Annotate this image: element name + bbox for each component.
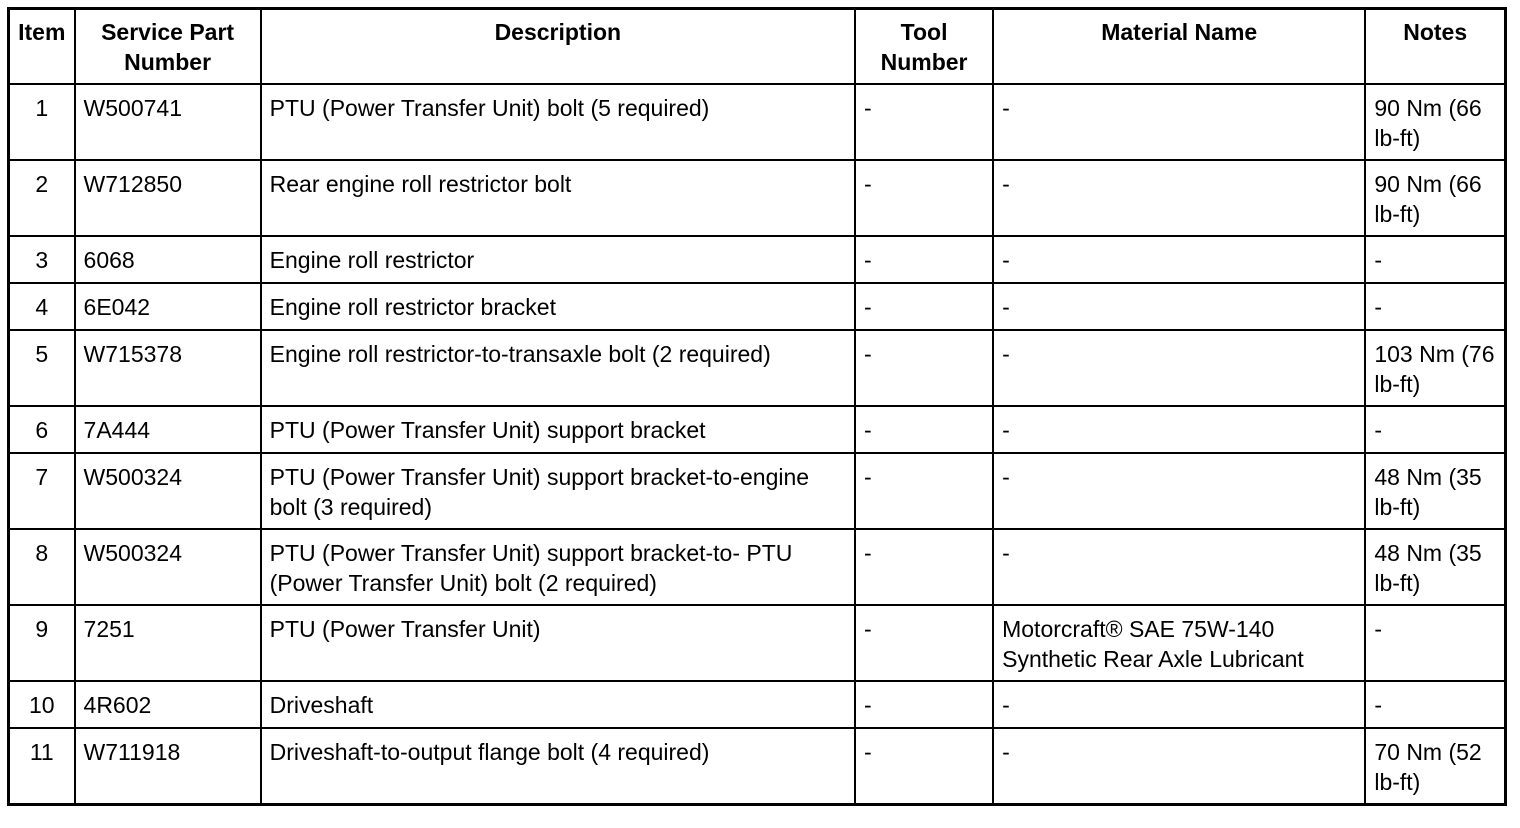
- table-row: [9, 681, 1506, 728]
- header-tool-number: Tool Number: [855, 9, 993, 85]
- cell-material-name: -: [993, 728, 1365, 805]
- cell-notes: -: [1365, 283, 1505, 330]
- cell-description: PTU (Power Transfer Unit) support bracket-to-engine bolt (3 required): [261, 453, 855, 529]
- cell-tool-number: -: [855, 160, 993, 236]
- header-material-name: Material Name: [993, 9, 1365, 85]
- cell-notes: 103 Nm (76 lb-ft): [1365, 330, 1505, 406]
- cell-part-number: 6E042: [75, 283, 261, 330]
- cell-description: PTU (Power Transfer Unit): [261, 605, 855, 681]
- cell-part-number: 4R602: [75, 681, 261, 728]
- cell-part-number: W715378: [75, 330, 261, 406]
- cell-notes: 90 Nm (66 lb-ft): [1365, 84, 1505, 160]
- cell-tool-number: -: [855, 330, 993, 406]
- cell-item: 9: [9, 605, 75, 681]
- cell-notes: -: [1365, 681, 1505, 728]
- cell-item: 4: [9, 283, 75, 330]
- cell-description: PTU (Power Transfer Unit) bolt (5 required): [261, 84, 855, 160]
- table-row: [9, 283, 1506, 330]
- cell-tool-number: -: [855, 605, 993, 681]
- cell-item: 6: [9, 406, 75, 453]
- cell-notes: 90 Nm (66 lb-ft): [1365, 160, 1505, 236]
- cell-material-name: -: [993, 160, 1365, 236]
- cell-item: 10: [9, 681, 75, 728]
- table-row: [9, 84, 1506, 160]
- cell-item: 3: [9, 236, 75, 283]
- cell-item: 7: [9, 453, 75, 529]
- cell-tool-number: -: [855, 283, 993, 330]
- cell-notes: 48 Nm (35 lb-ft): [1365, 453, 1505, 529]
- table-row: [9, 529, 1506, 605]
- table-row: [9, 236, 1506, 283]
- cell-part-number: 7251: [75, 605, 261, 681]
- cell-item: 11: [9, 728, 75, 805]
- cell-description: PTU (Power Transfer Unit) support bracket-to- PTU (Power Transfer Unit) bolt (2 required): [261, 529, 855, 605]
- table-row: [9, 330, 1506, 406]
- cell-material-name: -: [993, 330, 1365, 406]
- table-row: [9, 406, 1506, 453]
- header-description: Description: [261, 9, 855, 85]
- cell-notes: -: [1365, 236, 1505, 283]
- table-row: [9, 728, 1506, 805]
- cell-material-name: -: [993, 236, 1365, 283]
- cell-item: 2: [9, 160, 75, 236]
- cell-material-name: -: [993, 283, 1365, 330]
- cell-part-number: 7A444: [75, 406, 261, 453]
- cell-notes: -: [1365, 406, 1505, 453]
- cell-material-name: Motorcraft® SAE 75W-140 Synthetic Rear Axle Lubricant: [993, 605, 1365, 681]
- cell-item: 5: [9, 330, 75, 406]
- cell-tool-number: -: [855, 453, 993, 529]
- cell-notes: 48 Nm (35 lb-ft): [1365, 529, 1505, 605]
- cell-part-number: W500324: [75, 529, 261, 605]
- parts-table: [7, 7, 1507, 806]
- cell-material-name: -: [993, 453, 1365, 529]
- cell-description: Engine roll restrictor: [261, 236, 855, 283]
- cell-material-name: -: [993, 529, 1365, 605]
- cell-description: Engine roll restrictor bracket: [261, 283, 855, 330]
- header-item: Item: [9, 9, 75, 85]
- cell-material-name: -: [993, 406, 1365, 453]
- cell-tool-number: -: [855, 681, 993, 728]
- cell-notes: -: [1365, 605, 1505, 681]
- table-header-row: [9, 9, 1506, 85]
- cell-description: Driveshaft: [261, 681, 855, 728]
- cell-tool-number: -: [855, 406, 993, 453]
- table-row: [9, 605, 1506, 681]
- cell-description: PTU (Power Transfer Unit) support bracket: [261, 406, 855, 453]
- cell-tool-number: -: [855, 236, 993, 283]
- cell-part-number: W500741: [75, 84, 261, 160]
- cell-part-number: W711918: [75, 728, 261, 805]
- cell-part-number: W712850: [75, 160, 261, 236]
- cell-item: 1: [9, 84, 75, 160]
- cell-tool-number: -: [855, 728, 993, 805]
- table-row: [9, 160, 1506, 236]
- header-notes: Notes: [1365, 9, 1505, 85]
- table-row: [9, 453, 1506, 529]
- cell-material-name: -: [993, 84, 1365, 160]
- cell-description: Driveshaft-to-output flange bolt (4 required): [261, 728, 855, 805]
- cell-item: 8: [9, 529, 75, 605]
- cell-tool-number: -: [855, 529, 993, 605]
- cell-notes: 70 Nm (52 lb-ft): [1365, 728, 1505, 805]
- header-service-part-number: Service Part Number: [75, 9, 261, 85]
- cell-description: Engine roll restrictor-to-transaxle bolt (2 required): [261, 330, 855, 406]
- cell-part-number: W500324: [75, 453, 261, 529]
- cell-material-name: -: [993, 681, 1365, 728]
- cell-part-number: 6068: [75, 236, 261, 283]
- cell-description: Rear engine roll restrictor bolt: [261, 160, 855, 236]
- cell-tool-number: -: [855, 84, 993, 160]
